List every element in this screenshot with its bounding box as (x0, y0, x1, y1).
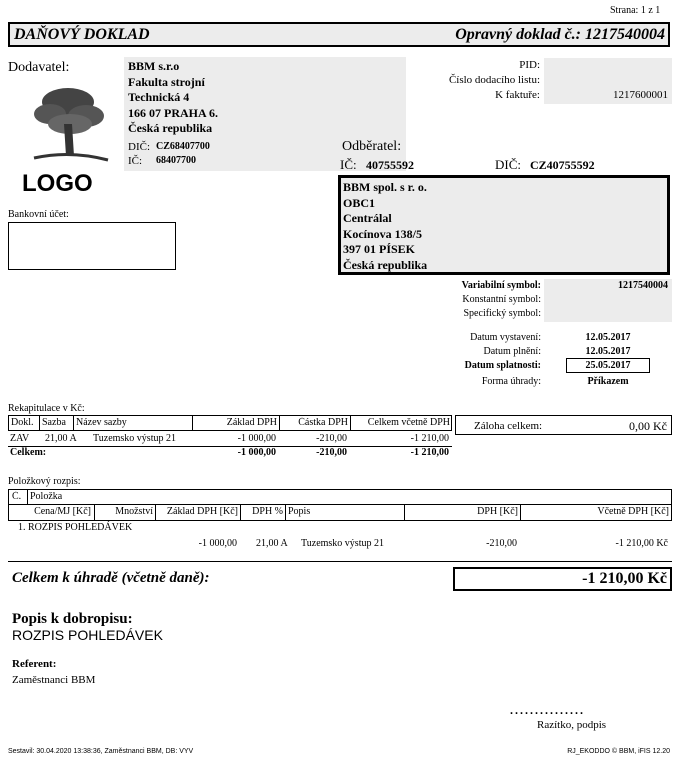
advance-label: Záloha celkem: (474, 420, 543, 432)
payment-method-label: Forma úhrady: (481, 376, 541, 387)
invoice-ref-label: K faktuře: (495, 89, 540, 101)
logo-tree-icon (30, 80, 110, 165)
issue-date: 12.05.2017 (585, 332, 631, 343)
items-col-desc: Popis (288, 506, 311, 517)
invoice-ref-value: 1217600001 (613, 89, 668, 101)
desc-label: Popis k dobropisu: (12, 611, 133, 627)
recap-nazev: Tuzemsko výstup 21 (93, 433, 176, 444)
customer-line: 397 01 PÍSEK (343, 242, 416, 257)
customer-line: Česká republika (343, 257, 428, 272)
recap-col-nazev: Název sazby (76, 417, 127, 428)
footer-left: Sestavil: 30.04.2020 13:38:36, Zaměstnanci BBM, DB: VYV (8, 748, 194, 755)
performance-date-label: Datum plnění: (483, 346, 541, 357)
customer-address (343, 180, 427, 274)
variable-symbol-label: Variabilní symbol: (461, 280, 541, 291)
recap-total-celkem: -1 210,00 (410, 447, 449, 458)
customer-dic: CZ40755592 (530, 158, 595, 172)
item-desc: Tuzemsko výstup 21 (301, 538, 384, 549)
recap-col-dokl: Dokl. (11, 417, 34, 428)
recap-total-label: Celkem: (10, 447, 47, 458)
customer-ic-label: IČ: (340, 157, 357, 172)
doc-title: DAŇOVÝ DOKLAD (14, 26, 150, 43)
customer-dic-label: DIČ: (495, 157, 521, 172)
recap-total-castka: -210,00 (316, 447, 347, 458)
items-title: Položkový rozpis: (8, 476, 81, 487)
logo-text: LOGO (22, 170, 93, 197)
referent-name: Zaměstnanci BBM (12, 674, 96, 686)
items-col-vat: DPH [Kč] (477, 506, 518, 517)
footer-right: RJ_EKODDO © BBM, iFIS 12.20 (567, 748, 670, 755)
recap-header (8, 415, 452, 431)
recap-title: Rekapitulace v Kč: (8, 403, 85, 414)
recap-total-zaklad: -1 000,00 (237, 447, 276, 458)
total-due-label: Celkem k úhradě (včetně daně): (12, 570, 210, 586)
customer-line: BBM spol. s r. o. (343, 180, 427, 194)
recap-castka: -210,00 (316, 433, 347, 444)
variable-symbol-value: 1217540004 (618, 280, 668, 291)
performance-date: 12.05.2017 (585, 346, 631, 357)
delivery-note-label: Číslo dodacího listu: (448, 74, 540, 86)
page-number: Strana: 1 z 1 (610, 5, 661, 16)
customer-line: OBC1 (343, 195, 376, 210)
items-header-1 (8, 489, 672, 505)
referent-label: Referent: (12, 658, 57, 670)
supplier-dic: CZ68407700 (156, 141, 210, 152)
total-due-value: -1 210,00 Kč (582, 570, 667, 587)
items-col-base: Základ DPH [Kč] (166, 506, 238, 517)
corrective-doc-number: Opravný doklad č.: 1217540004 (455, 26, 665, 43)
bank-account-box (8, 222, 176, 270)
payment-method: Příkazem (587, 376, 629, 387)
supplier-name: BBM s.r.o (128, 59, 180, 73)
recap-zaklad: -1 000,00 (237, 433, 276, 444)
desc-text: ROZPIS POHLEDÁVEK (12, 627, 163, 643)
items-col-price: Cena/MJ [Kč] (34, 506, 91, 517)
total-divider (8, 561, 672, 562)
stamp-label: Razítko, podpis (537, 719, 607, 731)
due-date: 25.05.2017 (566, 358, 650, 373)
supplier-dic-label: DIČ: (128, 141, 150, 153)
customer-label: Odběratel: (342, 139, 402, 154)
item-row (8, 538, 672, 552)
item-base: -1 000,00 (198, 538, 237, 549)
items-col-no: Č. (12, 491, 22, 502)
customer-line: Centrálal (343, 211, 392, 226)
customer-line: Kocínova 138/5 (343, 226, 423, 241)
item-vat-pct: 21,00 A (256, 538, 288, 549)
recap-row (8, 433, 452, 446)
items-col-qty: Množství (115, 506, 153, 517)
pid-label: PID: (519, 59, 540, 71)
items-col-vat-pct: DPH % (252, 506, 283, 517)
bank-label: Bankovní účet: (8, 209, 69, 220)
total-due-box (453, 567, 672, 591)
supplier-line: 166 07 PRAHA 6. (128, 105, 218, 120)
title-bar (8, 22, 670, 47)
supplier-line: Technická 4 (128, 90, 190, 104)
due-date-label: Datum splatnosti: (464, 360, 541, 371)
constant-symbol-label: Konstantní symbol: (462, 294, 541, 305)
recap-total-row (8, 447, 452, 460)
recap-col-zaklad: Základ DPH (226, 417, 277, 428)
items-header-2 (8, 505, 672, 521)
specific-symbol-label: Specifický symbol: (463, 308, 541, 319)
supplier-ic: 68407700 (156, 155, 196, 166)
recap-col-sazba: Sazba (42, 417, 66, 428)
recap-col-celkem: Celkem včetně DPH (367, 417, 450, 428)
supplier-address (128, 59, 218, 137)
advance-value: 0,00 Kč (629, 419, 667, 433)
stamp-dots: ............... (510, 703, 585, 717)
recap-celkem: -1 210,00 (410, 433, 449, 444)
recap-dokl: ZAV (10, 433, 30, 444)
items-col-item: Položka (30, 491, 63, 502)
supplier-line: Fakulta strojní (128, 74, 205, 89)
supplier-country: Česká republika (128, 121, 213, 135)
advance-box (455, 415, 672, 435)
items-col-total: Včetně DPH [Kč] (597, 506, 669, 517)
issue-date-label: Datum vystavení: (470, 332, 541, 343)
customer-ic: 40755592 (366, 158, 414, 172)
recap-col-castka: Částka DPH (298, 417, 348, 428)
recap-sazba: 21,00 A (45, 433, 77, 444)
supplier-label: Dodavatel: (8, 60, 70, 75)
item-total: -1 210,00 Kč (615, 538, 668, 549)
item-title: 1. ROZPIS POHLEDÁVEK (18, 522, 133, 533)
supplier-ic-label: IČ: (128, 155, 143, 167)
item-vat: -210,00 (486, 538, 517, 549)
